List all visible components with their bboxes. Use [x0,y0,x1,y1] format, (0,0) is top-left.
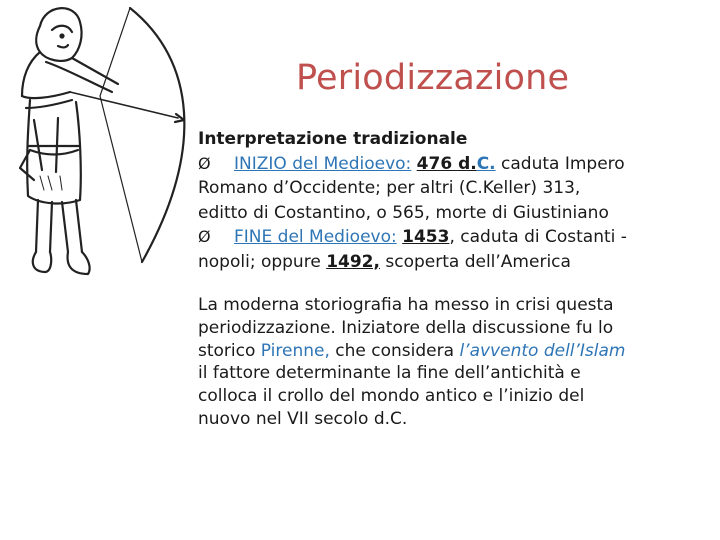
fine-desc: , caduta di Costanti - [449,227,627,247]
inizio-date: 476 d. [416,153,477,174]
islam-emphasis: l’avvento dell’Islam [459,340,626,361]
fine-date-2: 1492, [326,251,380,272]
section-heading: Interpretazione tradizionale [198,129,468,149]
inizio-label: INIZIO del Medioevo: [234,153,412,174]
bullet-fine [198,225,698,250]
fine-line-2 [198,250,698,275]
paragraph-line-5: colloca il crollo del mondo antico e l’inizio del [198,386,585,407]
paragraph [198,294,698,431]
inizio-date-c: C. [476,153,496,174]
paragraph-line-3-pre: storico [198,340,261,361]
paragraph-line-4: il fattore determinante la fine dell’antichità e [198,363,581,384]
paragraph-line-2: periodizzazione. Iniziatore della discussione fu lo [198,317,614,338]
inizio-line-2: Romano d’Occidente; per altri (C.Keller) 313, [198,178,581,198]
arrow-bullet-icon: Ø [198,153,211,173]
arrow-bullet-icon: Ø [198,227,211,246]
bullet-inizio [198,152,698,177]
medieval-archer-illustration [0,0,200,300]
pirenne-name: Pirenne, [260,340,330,361]
paragraph-line-3-mid: che considera [329,340,460,361]
paragraph-line-6: nuovo nel VII secolo d.C. [198,408,408,429]
fine-label: FINE del Medioevo: [234,227,397,247]
fine-line-2-pre: nopoli; oppure [198,251,327,272]
slide-title: Periodizzazione [296,58,570,98]
paragraph-line-3 [198,340,698,363]
paragraph-line-1: La moderna storiografia ha messo in crisi questa [198,295,614,315]
slide-body [198,127,698,431]
inizio-line-3: editto di Costantino, o 565, morte di Giustiniano [198,202,609,223]
inizio-desc: caduta Impero [495,153,625,174]
fine-date: 1453 [402,227,450,247]
fine-line-2-post: scoperta dell’America [379,251,571,272]
